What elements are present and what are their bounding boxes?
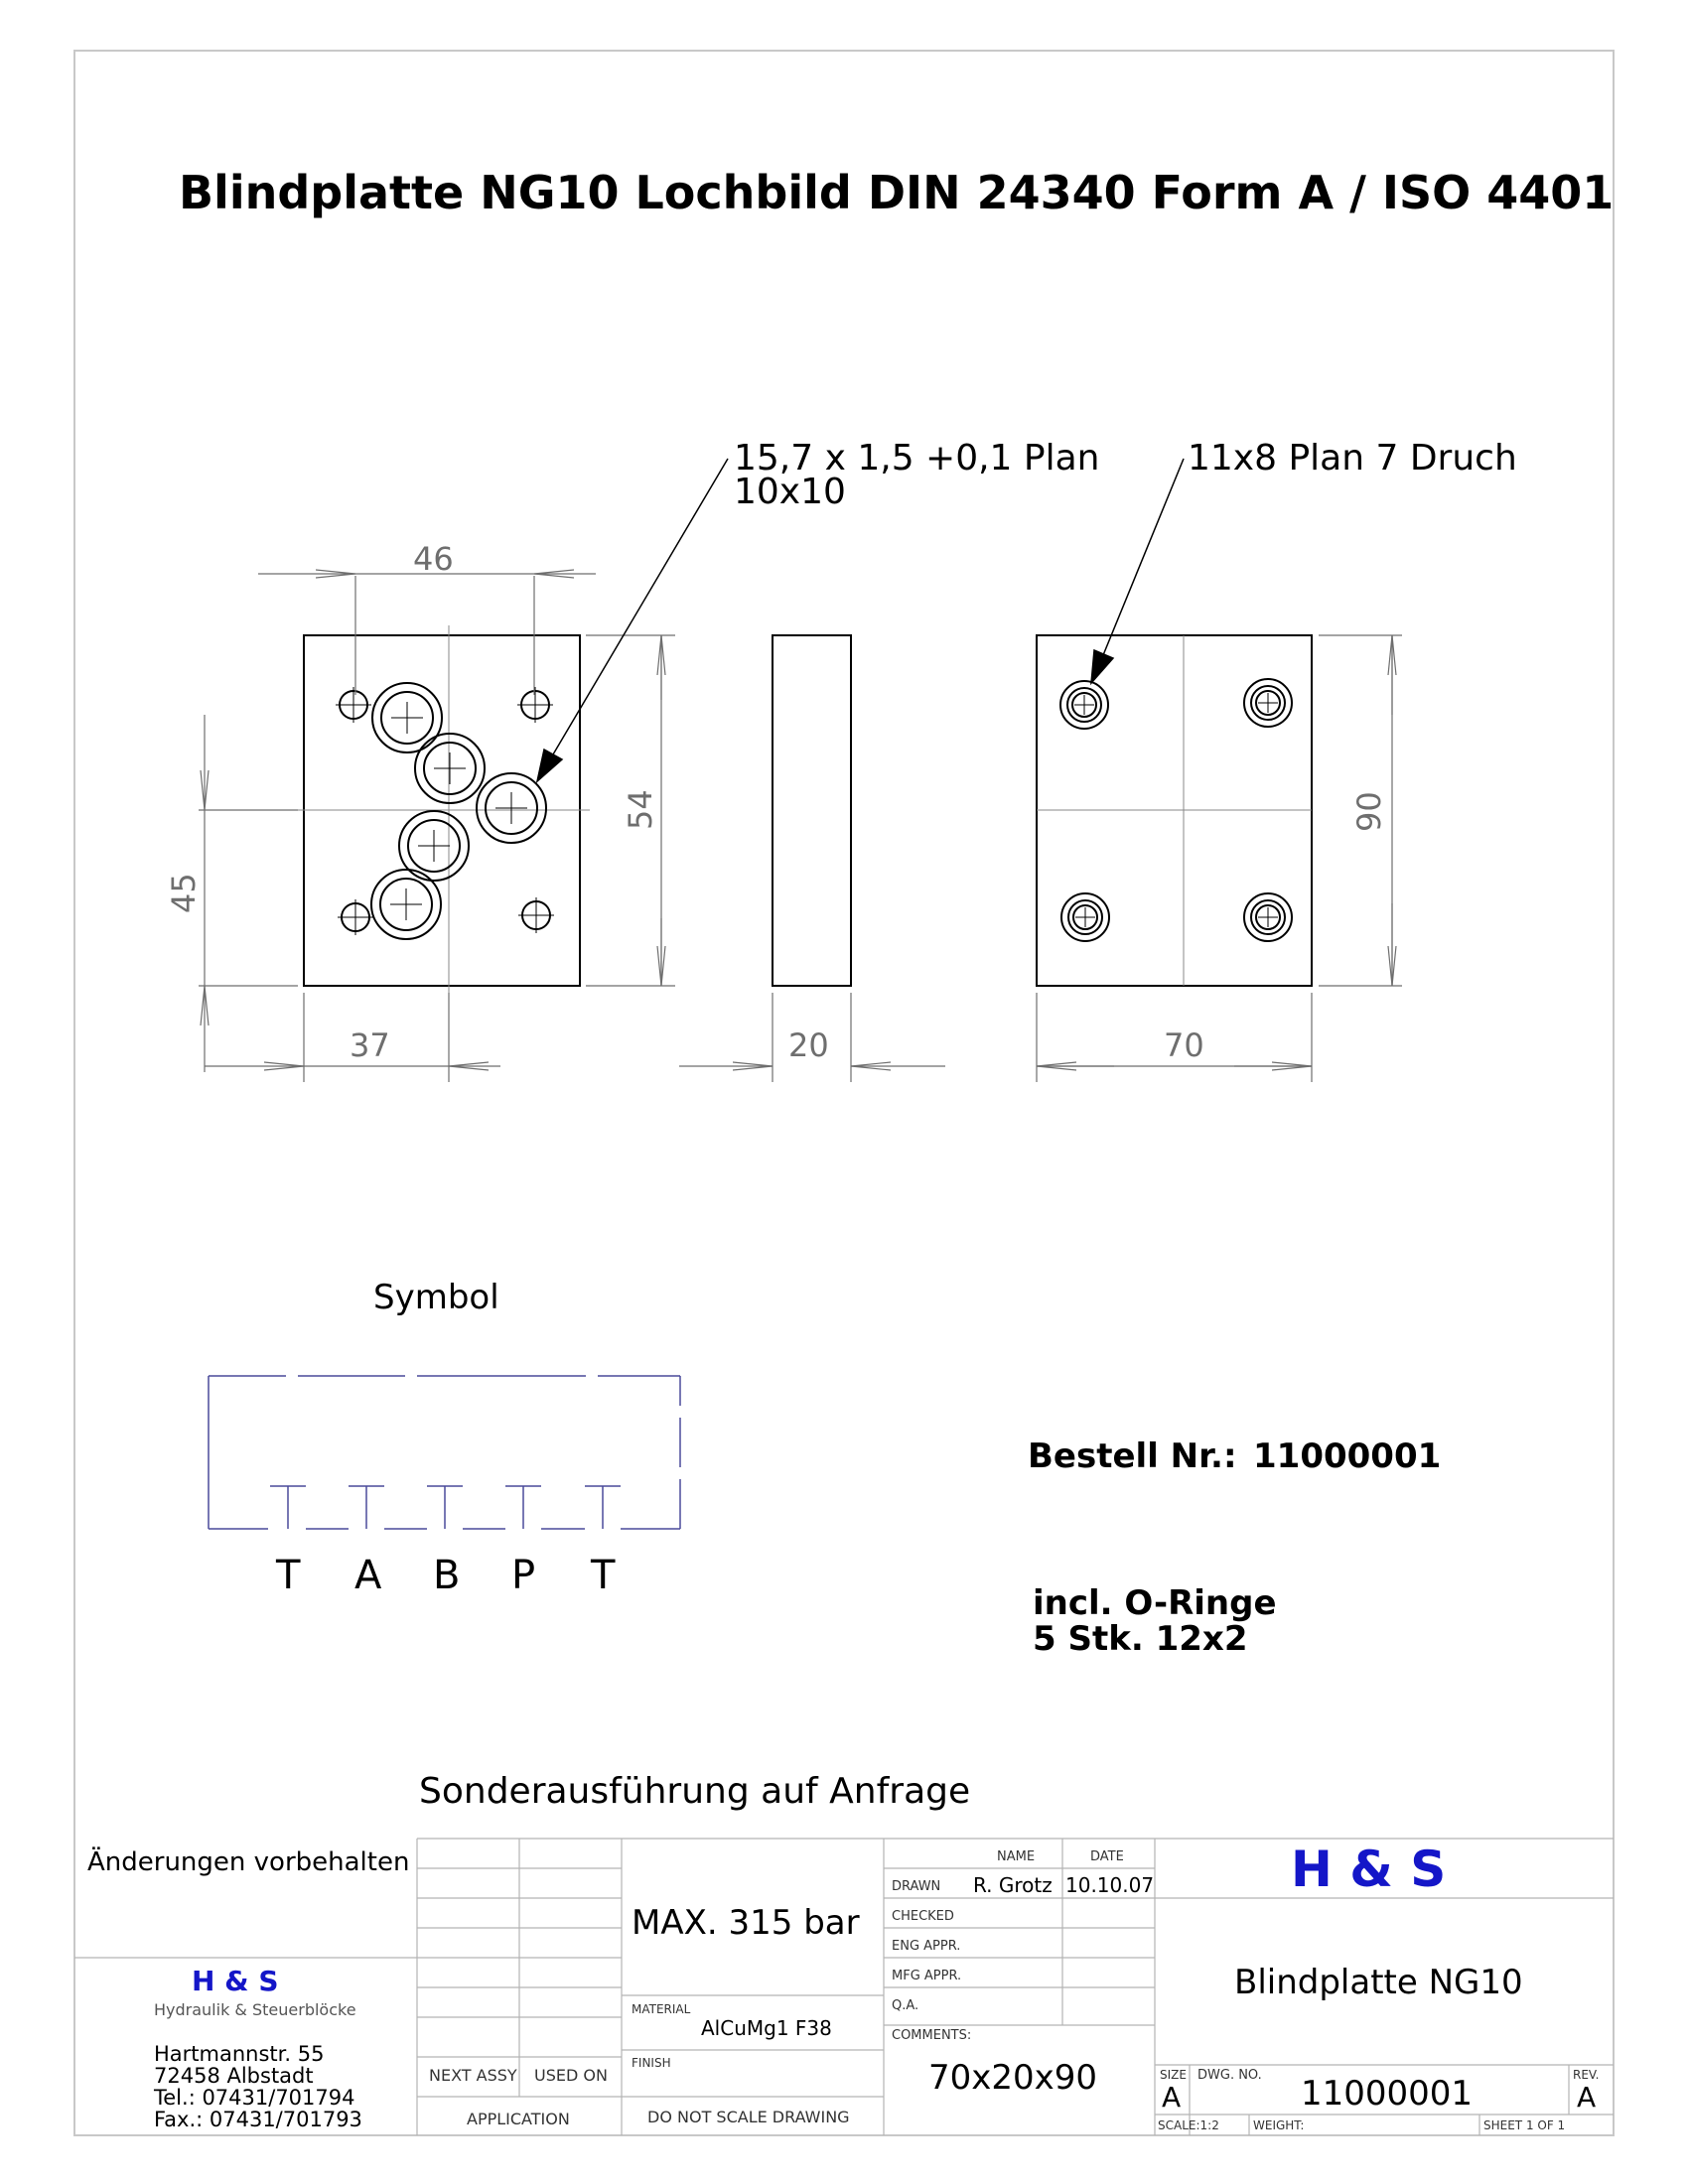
dwg-no-value: 11000001	[1301, 2074, 1474, 2114]
port-label: T	[276, 1553, 301, 1598]
pressure-rating: MAX. 315 bar	[632, 1903, 860, 1943]
drawn-date: 10.10.07	[1065, 1873, 1155, 1897]
port-bore	[371, 870, 441, 939]
material-label: MATERIAL	[632, 2002, 691, 2016]
col-date-header: DATE	[1090, 1849, 1124, 1864]
weight-label: WEIGHT:	[1253, 2118, 1305, 2132]
sheet-label: SHEET 1 OF 1	[1483, 2118, 1566, 2132]
order-label: Bestell Nr.:	[1028, 1436, 1237, 1476]
address-line: 72458 Albstadt	[154, 2064, 314, 2088]
used-on-label: USED ON	[534, 2066, 608, 2085]
address-line: Tel.: 07431/701794	[154, 2086, 355, 2110]
front-view-holes	[336, 683, 554, 939]
dimension-20: 20	[788, 1026, 829, 1064]
address-line: Fax.: 07431/701793	[154, 2108, 362, 2131]
port-bore	[372, 683, 442, 752]
back-view-dimensions	[1037, 635, 1402, 1082]
dimension-45: 45	[165, 873, 203, 913]
size-label: SIZE	[1160, 2068, 1187, 2082]
changes-note: Änderungen vorbehalten	[87, 1847, 410, 1877]
drawn-name: R. Grotz	[973, 1873, 1053, 1897]
special-note: Sonderausführung auf Anfrage	[419, 1771, 971, 1812]
comments-label: COMMENTS:	[892, 2028, 972, 2043]
symbol-port	[270, 1486, 349, 1529]
dimension-54: 54	[622, 789, 659, 830]
mounting-hole	[517, 687, 553, 723]
company-address	[153, 2042, 362, 2131]
callout-left-line1: 15,7 x 1,5 +0,1 Plan	[734, 438, 1100, 478]
symbol-heading: Symbol	[373, 1278, 499, 1317]
counterbore-hole	[1061, 893, 1109, 941]
size-value: A	[1162, 2081, 1182, 2114]
eng-appr-label: ENG APPR.	[892, 1939, 961, 1954]
dwg-no-label: DWG. NO.	[1197, 2068, 1262, 2083]
mfg-appr-label: MFG APPR.	[892, 1969, 962, 1983]
application-label: APPLICATION	[467, 2110, 570, 2128]
mounting-hole	[518, 897, 554, 933]
checked-label: CHECKED	[892, 1909, 954, 1924]
col-name-header: NAME	[997, 1849, 1036, 1864]
logo-text: H & S	[1291, 1841, 1447, 1898]
dimension-46: 46	[413, 540, 454, 578]
scale-label: SCALE:1:2	[1158, 2118, 1219, 2132]
symbol-port	[427, 1486, 505, 1529]
order-note-line2: 5 Stk. 12x2	[1033, 1619, 1248, 1659]
finish-label: FINISH	[632, 2056, 671, 2070]
address-line: Hartmannstr. 55	[154, 2042, 325, 2066]
order-number: 11000001	[1253, 1436, 1442, 1476]
callout-left-line2: 10x10	[734, 472, 846, 512]
port-bore	[477, 773, 546, 843]
counterbore-hole	[1060, 681, 1108, 729]
mounting-hole	[338, 899, 373, 935]
rev-label: REV.	[1573, 2068, 1600, 2082]
part-title: Blindplatte NG10	[1234, 1963, 1523, 2002]
front-view-dimensions	[199, 574, 675, 1082]
dimension-70: 70	[1164, 1026, 1204, 1064]
qa-label: Q.A.	[892, 1998, 919, 2013]
counterbore-hole	[1244, 893, 1292, 941]
callout-left-leader	[537, 459, 728, 781]
symbol-port	[585, 1486, 621, 1529]
side-view-outline	[773, 635, 851, 986]
sheet-border	[74, 51, 1614, 2135]
drawing-title: Blindplatte NG10 Lochbild DIN 24340 Form A / ISO 4401	[179, 166, 1615, 219]
dimension-37: 37	[350, 1026, 390, 1064]
port-label: A	[354, 1553, 382, 1598]
rev-value: A	[1577, 2081, 1597, 2114]
dimension-90: 90	[1350, 791, 1388, 832]
symbol-port	[349, 1486, 427, 1529]
counterbore-hole	[1244, 679, 1292, 727]
next-assy-label: NEXT ASSY	[429, 2066, 517, 2085]
company-subtitle: Hydraulik & Steuerblöcke	[154, 2000, 356, 2019]
port-label: T	[591, 1553, 616, 1598]
comments-value: 70x20x90	[928, 2058, 1098, 2098]
company-name: H & S	[192, 1965, 279, 1997]
order-note-line1: incl. O-Ringe	[1033, 1583, 1277, 1623]
callout-right: 11x8 Plan 7 Druch	[1188, 438, 1517, 478]
drawn-label: DRAWN	[892, 1879, 941, 1894]
symbol-ports	[270, 1486, 621, 1598]
port-label: B	[433, 1553, 461, 1598]
symbol-port	[505, 1486, 585, 1529]
port-label: P	[511, 1553, 536, 1598]
side-view	[773, 635, 851, 986]
material-value: AlCuMg1 F38	[701, 2016, 832, 2040]
mounting-hole	[336, 687, 371, 723]
do-not-scale-note: DO NOT SCALE DRAWING	[647, 2108, 850, 2126]
port-bore	[415, 734, 485, 803]
callout-right-leader	[1091, 459, 1184, 683]
